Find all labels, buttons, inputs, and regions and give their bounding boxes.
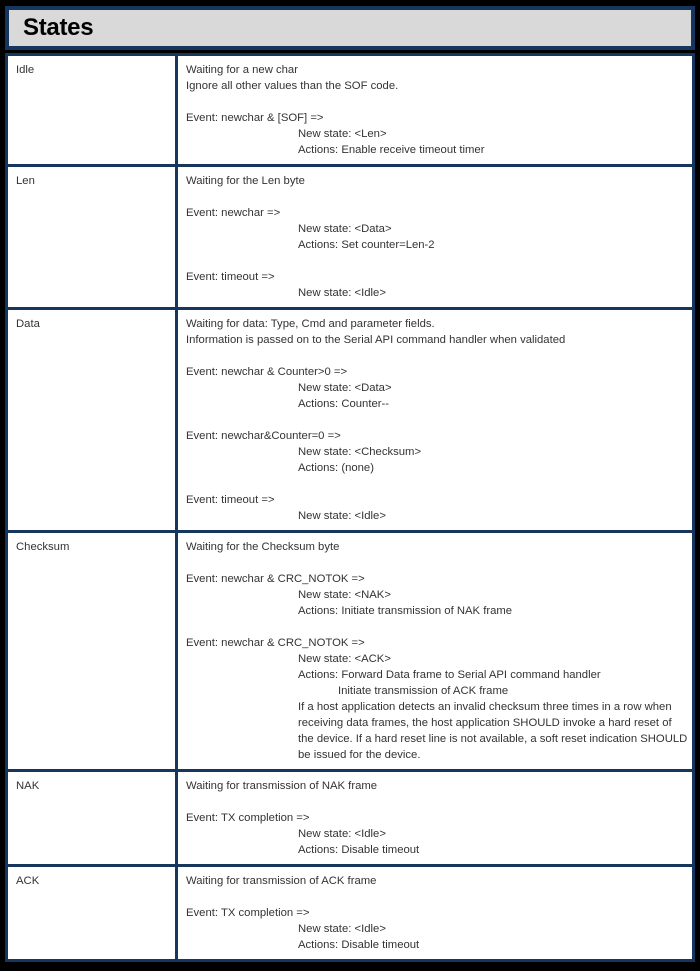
text-line: Initiate transmission of ACK frame: [338, 685, 509, 697]
text-line: Event: newchar&Counter=0 =>: [186, 430, 341, 442]
text-line: [186, 619, 684, 635]
text-line: Waiting for data: Type, Cmd and parameter fields.: [186, 318, 435, 330]
text-line: [186, 189, 684, 205]
state-description-cell: [178, 772, 692, 864]
text-line: New state: <Data>: [298, 382, 392, 394]
text-line: be issued for the device.: [298, 749, 421, 761]
text-line: [186, 794, 684, 810]
text-line: Ignore all other values than the SOF code.: [186, 80, 399, 92]
state-name-cell: ACK: [8, 867, 178, 959]
text-line: [186, 348, 684, 364]
text-line: Event: newchar & CRC_NOTOK =>: [186, 573, 365, 585]
state-name-cell: Data: [8, 310, 178, 530]
state-name-cell: Checksum: [8, 533, 178, 769]
state-description-cell: [178, 167, 692, 307]
text-line: Waiting for a new char: [186, 64, 298, 76]
text-line: Event: timeout =>: [186, 271, 275, 283]
table-header: [5, 6, 695, 50]
text-line: Actions: Set counter=Len-2: [298, 239, 435, 251]
text-line: Waiting for transmission of ACK frame: [186, 875, 377, 887]
text-line: New state: <Idle>: [298, 287, 386, 299]
state-description-cell: [178, 56, 692, 164]
text-line: [186, 555, 684, 571]
text-line: Actions: Disable timeout: [298, 939, 420, 951]
table-row: [8, 307, 692, 530]
state-description-cell: [178, 533, 692, 769]
text-line: Event: TX completion =>: [186, 907, 310, 919]
table-row: [8, 864, 692, 959]
text-line: Actions: Enable receive timeout timer: [298, 144, 485, 156]
text-line: [186, 476, 684, 492]
text-line: Actions: Initiate transmission of NAK frame: [298, 605, 513, 617]
text-line: Event: newchar & Counter>0 =>: [186, 366, 348, 378]
text-line: Event: newchar & CRC_NOTOK =>: [186, 637, 365, 649]
text-line: Event: TX completion =>: [186, 812, 310, 824]
text-line: Event: timeout =>: [186, 494, 275, 506]
text-line: New state: <Idle>: [298, 510, 386, 522]
text-line: [186, 412, 684, 428]
text-line: New state: <Data>: [298, 223, 392, 235]
text-line: [186, 889, 684, 905]
text-line: Event: newchar =>: [186, 207, 281, 219]
text-line: New state: <Checksum>: [298, 446, 422, 458]
text-line: Actions: (none): [298, 462, 374, 474]
table-row: [8, 164, 692, 307]
states-table-body: [5, 53, 695, 962]
text-line: [186, 94, 684, 110]
text-line: New state: <Idle>: [298, 923, 386, 935]
text-line: Actions: Disable timeout: [298, 844, 420, 856]
table-row: [8, 530, 692, 769]
text-line: [186, 253, 684, 269]
text-line: Actions: Counter--: [298, 398, 390, 410]
text-line: Waiting for the Len byte: [186, 175, 305, 187]
text-line: New state: <ACK>: [298, 653, 391, 665]
text-line: If a host application detects an invalid checksum three times in a row when: [298, 701, 672, 713]
text-line: Waiting for the Checksum byte: [186, 541, 340, 553]
text-line: Actions: Forward Data frame to Serial API command handler: [298, 669, 601, 681]
text-line: New state: <Len>: [298, 128, 387, 140]
state-description-cell: [178, 310, 692, 530]
state-name-cell: Idle: [8, 56, 178, 164]
text-line: Waiting for transmission of NAK frame: [186, 780, 378, 792]
state-description-cell: [178, 867, 692, 959]
table-row: [8, 769, 692, 864]
text-line: New state: <NAK>: [298, 589, 391, 601]
state-name-cell: NAK: [8, 772, 178, 864]
table-row: [8, 56, 692, 164]
text-line: Information is passed on to the Serial API command handler when validated: [186, 334, 566, 346]
text-line: New state: <Idle>: [298, 828, 386, 840]
text-line: Event: newchar & [SOF] =>: [186, 112, 324, 124]
text-line: receiving data frames, the host application SHOULD invoke a hard reset of: [298, 717, 672, 729]
text-line: the device. If a hard reset line is not available, a soft reset indication SHOULD: [298, 733, 688, 745]
table-title: States: [23, 14, 94, 41]
state-name-cell: Len: [8, 167, 178, 307]
